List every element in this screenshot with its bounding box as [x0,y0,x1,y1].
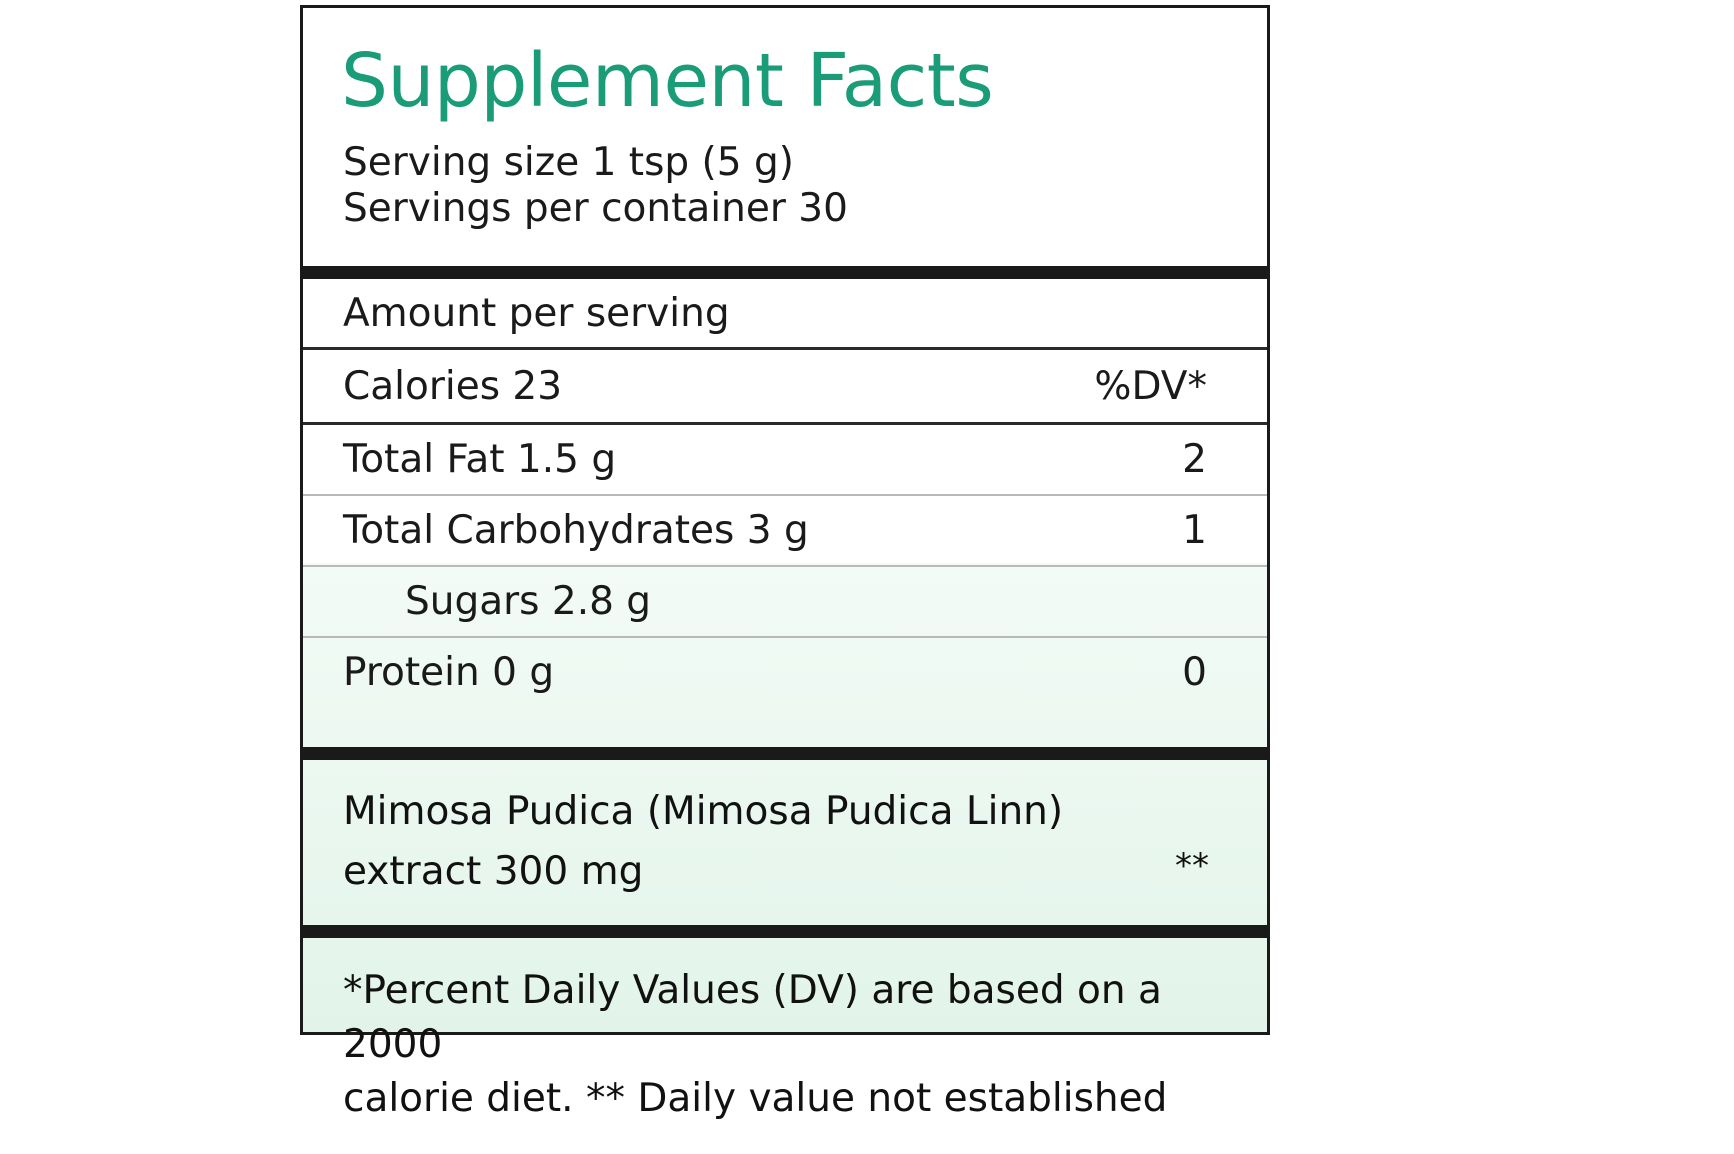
page-title: Supplement Facts [341,38,994,124]
nutrient-row-total-carbohydrates [303,496,1267,565]
daily-value-header: %DV* [1094,363,1207,409]
calories-label: Calories 23 [343,363,563,409]
nutrient-row-total-fat [303,425,1267,494]
serving-size: Serving size 1 tsp (5 g) [343,140,794,185]
nutrient-dv: 1 [1182,508,1207,554]
footnote-line-1: *Percent Daily Values (DV) are based on a 2000 [343,967,1162,1067]
servings-per-container: Servings per container 30 [343,186,848,232]
nutrient-row-sugars [303,567,1267,636]
calories-row [303,350,1267,422]
nutrient-dv: 0 [1182,650,1207,696]
nutrient-name: Total Fat 1.5 g [343,437,617,483]
nutrient-name: Protein 0 g [343,650,555,696]
amount-per-serving-label: Amount per serving [343,290,730,336]
nutrient-row-protein [303,638,1267,707]
divider-thick-top [303,266,1267,279]
nutrient-name: Total Carbohydrates 3 g [343,508,809,554]
nutrient-name: Sugars 2.8 g [405,579,652,625]
ingredient-name [343,782,1063,903]
divider-thick-middle [303,747,1267,760]
nutrient-dv: 2 [1182,437,1207,483]
serving-info [303,118,1267,232]
amount-per-serving-row [303,279,1267,347]
divider-thick-bottom [303,925,1267,938]
ingredient-name-line2: extract 300 mg [343,849,644,895]
footnote [303,938,1267,1145]
ingredient-name-line1: Mimosa Pudica (Mimosa Pudica Linn) [343,789,1064,835]
ingredient-dv: ** [1175,846,1209,887]
footnote-line-2: calorie diet. ** Daily value not established [343,1075,1168,1121]
supplement-facts-panel [300,5,1270,1121]
ingredient-row [303,760,1267,925]
